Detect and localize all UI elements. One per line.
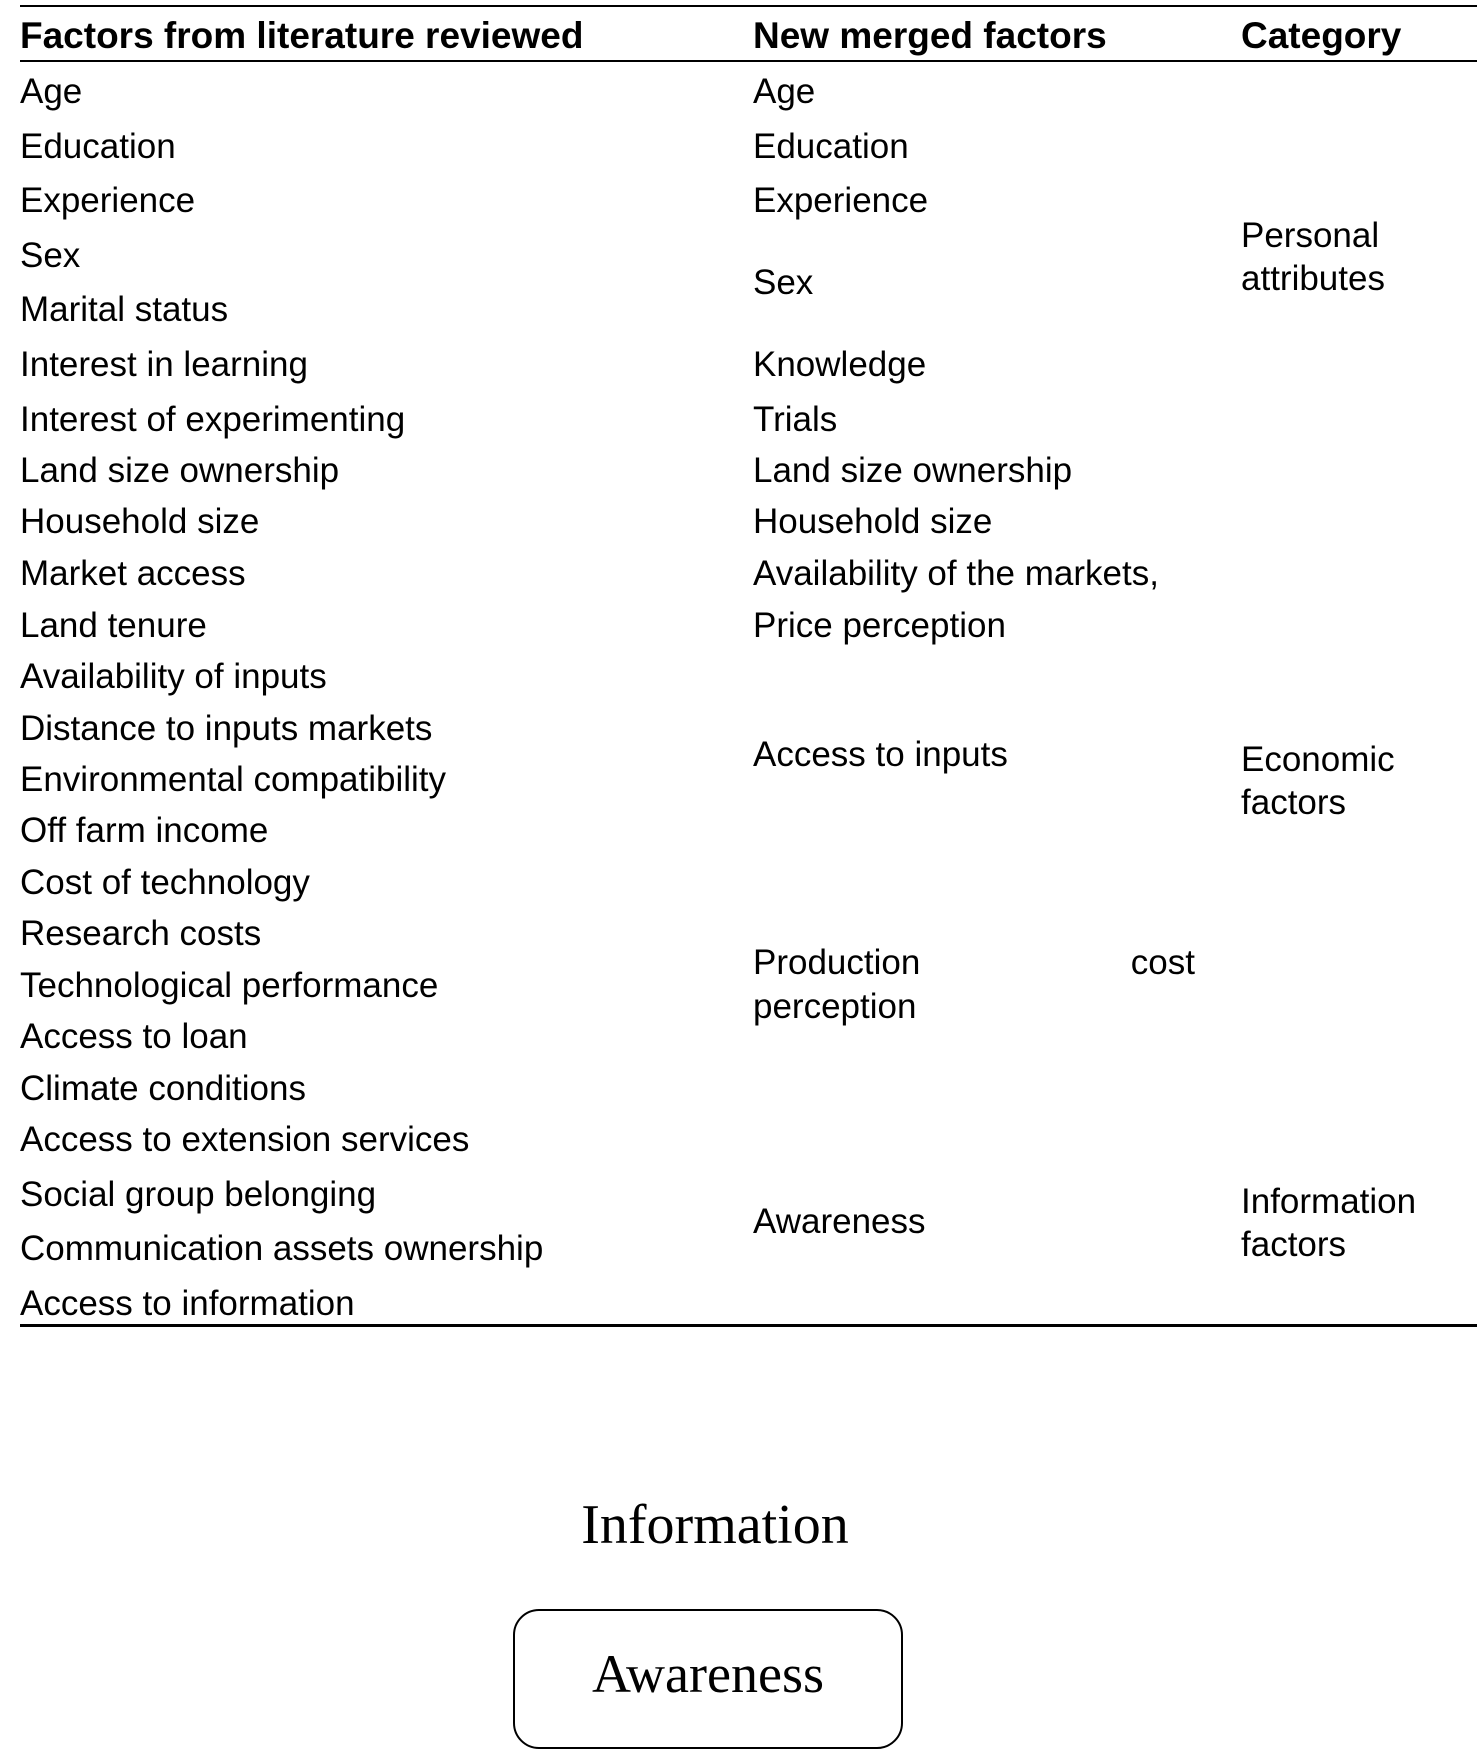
literature-factor: Land size ownership — [20, 451, 340, 490]
literature-factor: Household size — [20, 502, 260, 541]
literature-factor: Experience — [20, 181, 196, 220]
merged-factor-awareness: Awareness — [753, 1202, 926, 1241]
literature-factor: Environmental compatibility — [20, 760, 447, 799]
literature-factor: Education — [20, 127, 176, 166]
merged-factor-production-cost — [753, 941, 1195, 1029]
table-header-rule — [20, 60, 1477, 62]
category-economic-factors — [1241, 738, 1395, 824]
column-header-literature-factors: Factors from literature reviewed — [20, 15, 584, 56]
merged-factor-knowledge: Knowledge — [753, 345, 927, 384]
literature-factor: Land tenure — [20, 606, 207, 645]
production-cost-line-1 — [753, 941, 1195, 985]
literature-factor: Access to extension services — [20, 1120, 470, 1159]
merged-factor-education: Education — [753, 127, 909, 166]
category-information-factors — [1241, 1180, 1416, 1266]
merged-factor-sex: Sex — [753, 263, 814, 302]
category-line: Information — [1241, 1182, 1417, 1221]
literature-factor: Off farm income — [20, 811, 269, 850]
merged-factor-markets: Availability of the markets, — [753, 554, 1159, 593]
category-line: Economic — [1241, 740, 1395, 779]
literature-factor: Distance to inputs markets — [20, 709, 433, 748]
merged-factor-household-size: Household size — [753, 502, 993, 541]
merged-factor-age: Age — [753, 72, 816, 111]
table-bottom-rule — [20, 1324, 1477, 1327]
literature-factor: Cost of technology — [20, 863, 310, 902]
category-personal-attributes — [1241, 214, 1385, 300]
awareness-box — [513, 1609, 903, 1749]
merged-factor-trials: Trials — [753, 400, 838, 439]
column-header-category: Category — [1241, 15, 1402, 56]
literature-factor: Marital status — [20, 290, 229, 329]
merged-factor-access-inputs: Access to inputs — [753, 735, 1008, 774]
merged-factor-price: Price perception — [753, 606, 1006, 645]
literature-factor: Access to loan — [20, 1017, 248, 1056]
cost-word: cost — [1130, 943, 1195, 982]
category-line: factors — [1241, 1225, 1347, 1264]
production-cost-line-2: perception — [753, 987, 917, 1026]
literature-factor: Interest in learning — [20, 345, 308, 384]
category-line: attributes — [1241, 259, 1385, 298]
literature-factor: Technological performance — [20, 966, 439, 1005]
literature-factor: Availability of inputs — [20, 657, 327, 696]
category-line: factors — [1241, 783, 1347, 822]
literature-factor: Climate conditions — [20, 1069, 306, 1108]
figure-title: Information — [581, 1494, 849, 1556]
literature-factor: Access to information — [20, 1284, 355, 1323]
merged-factor-experience: Experience — [753, 181, 929, 220]
literature-factor: Social group belonging — [20, 1175, 377, 1214]
literature-factor: Sex — [20, 236, 81, 275]
column-header-merged-factors: New merged factors — [753, 15, 1107, 56]
awareness-box-label: Awareness — [592, 1644, 824, 1704]
category-line: Personal — [1241, 216, 1380, 255]
literature-factor: Interest of experimenting — [20, 400, 406, 439]
literature-factor: Age — [20, 72, 83, 111]
merged-factor-land-size: Land size ownership — [753, 451, 1073, 490]
literature-factor: Market access — [20, 554, 246, 593]
production-word: Production — [753, 943, 921, 982]
literature-factor: Communication assets ownership — [20, 1229, 544, 1268]
literature-factor: Research costs — [20, 914, 262, 953]
table-top-rule — [20, 5, 1477, 7]
